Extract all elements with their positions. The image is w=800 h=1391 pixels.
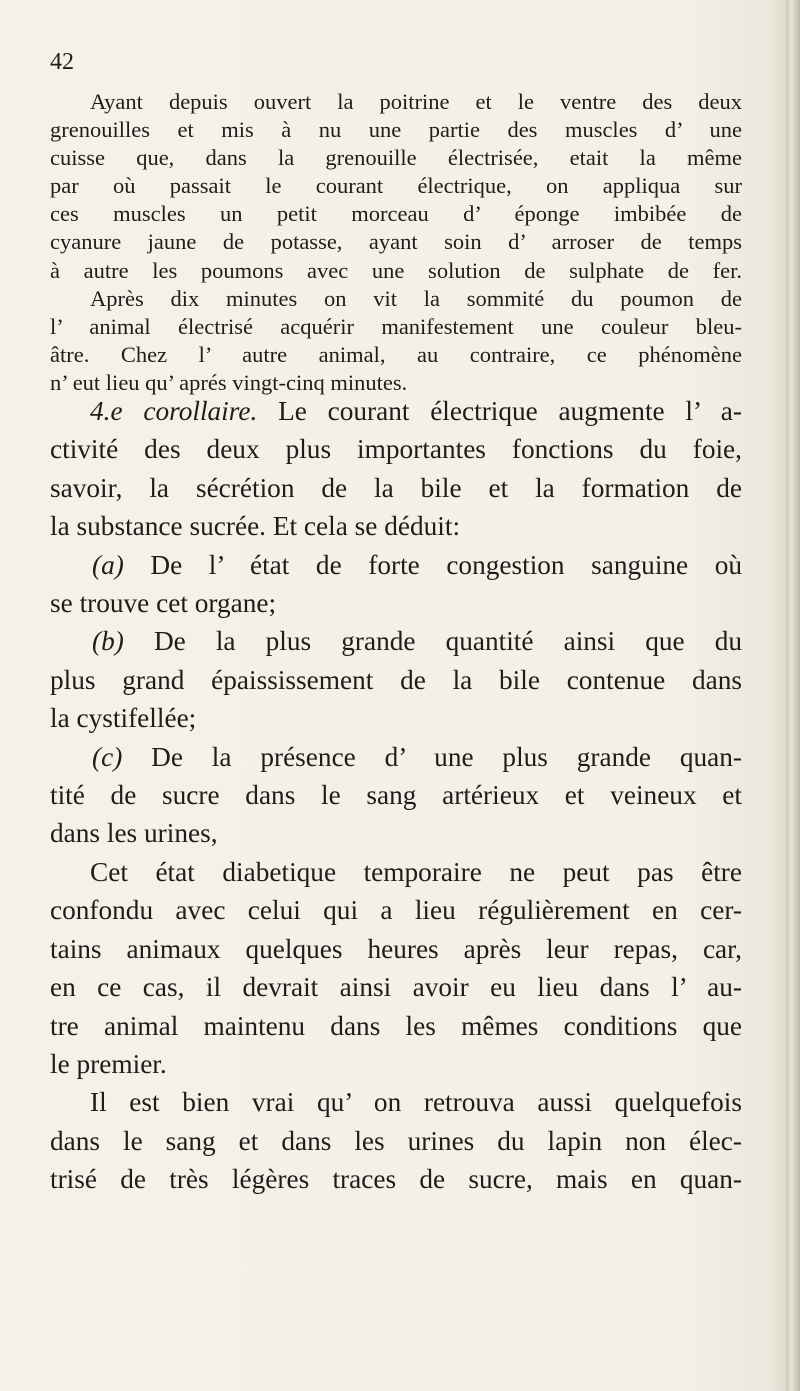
text-line — [50, 738, 742, 776]
text-line: âtre. Chez l’ autre animal, au contraire, ce phénomène — [50, 341, 742, 367]
corollary-line-rest: Le courant électrique augmente l’ a- — [278, 396, 742, 426]
item-b-line-rest: De la plus grande quantité ainsi que du — [153, 626, 743, 657]
page-edge — [786, 0, 800, 1391]
item-c-line-rest: De la présence d’ une plus grande quan- — [151, 741, 742, 772]
text-line — [50, 392, 742, 430]
text-line: se trouve cet organe; — [50, 588, 277, 619]
text-line: grenouilles et mis à nu une partie des muscles d’ une — [50, 117, 742, 143]
text-line: le premier. — [50, 1048, 167, 1079]
text-line: n’ eut lieu qu’ aprés vingt-cinq minutes. — [50, 369, 408, 395]
text-line: l’ animal électrisé acquérir manifestement une couleur bleu- — [50, 313, 742, 339]
text-line: trisé de très légères traces de sucre, mais en quan- — [50, 1164, 742, 1195]
text-line: en ce cas, il devrait ainsi avoir eu lieu dans l’ au- — [50, 972, 742, 1003]
text-line: cuisse que, dans la grenouille électrisée, etait la même — [50, 145, 742, 171]
text-line: ctivité des deux plus importantes fonctions du foie, — [50, 434, 742, 465]
item-b-label: (b) — [92, 626, 124, 657]
text-line: ces muscles un petit morceau d’ éponge imbibée de — [50, 201, 742, 227]
text-line: dans les urines, — [50, 818, 218, 849]
text-line: par où passait le courant électrique, on appliqua sur — [50, 173, 742, 199]
text-line: tains animaux quelques heures après leur repas, car, — [50, 933, 742, 964]
text-line: savoir, la sécrétion de la bile et la formation de — [50, 472, 742, 503]
text-line: confondu avec celui qui a lieu régulièrement en cer- — [50, 895, 742, 926]
text-line: Ayant depuis ouvert la poitrine et le ventre des deux — [90, 89, 742, 114]
paragraph-experiment — [50, 88, 742, 397]
corollary-label: 4.e corollaire. — [90, 396, 258, 426]
corollary-section — [50, 392, 742, 1199]
text-line: plus grand épaississement de la bile contenue dans — [50, 664, 742, 695]
text-line: Cet état diabetique temporaire ne peut pas être — [90, 856, 742, 887]
text-line: la substance sucrée. Et cela se déduit: — [50, 511, 461, 542]
text-line: Après dix minutes on vit la sommité du poumon de — [90, 285, 742, 311]
text-line: dans le sang et dans les urines du lapin non élec- — [50, 1125, 742, 1156]
text-line: tité de sucre dans le sang artérieux et veineux et — [50, 780, 742, 811]
text-line: Il est bien vrai qu’ on retrouva aussi quelquefois — [90, 1087, 742, 1118]
text-line — [50, 622, 742, 660]
page-number: 42 — [50, 49, 74, 75]
text-line: la cystifellée; — [50, 703, 197, 734]
text-line: à autre les poumons avec une solution de sulphate de fer. — [50, 257, 742, 283]
item-c-label: (c) — [92, 741, 123, 772]
text-line — [50, 546, 742, 584]
text-line: cyanure jaune de potasse, ayant soin d’ arroser de temps — [50, 229, 742, 255]
item-a-label: (a) — [92, 549, 124, 580]
text-line: tre animal maintenu dans les mêmes conditions que — [50, 1010, 742, 1041]
item-a-line-rest: De l’ état de forte congestion sanguine où — [150, 549, 743, 580]
